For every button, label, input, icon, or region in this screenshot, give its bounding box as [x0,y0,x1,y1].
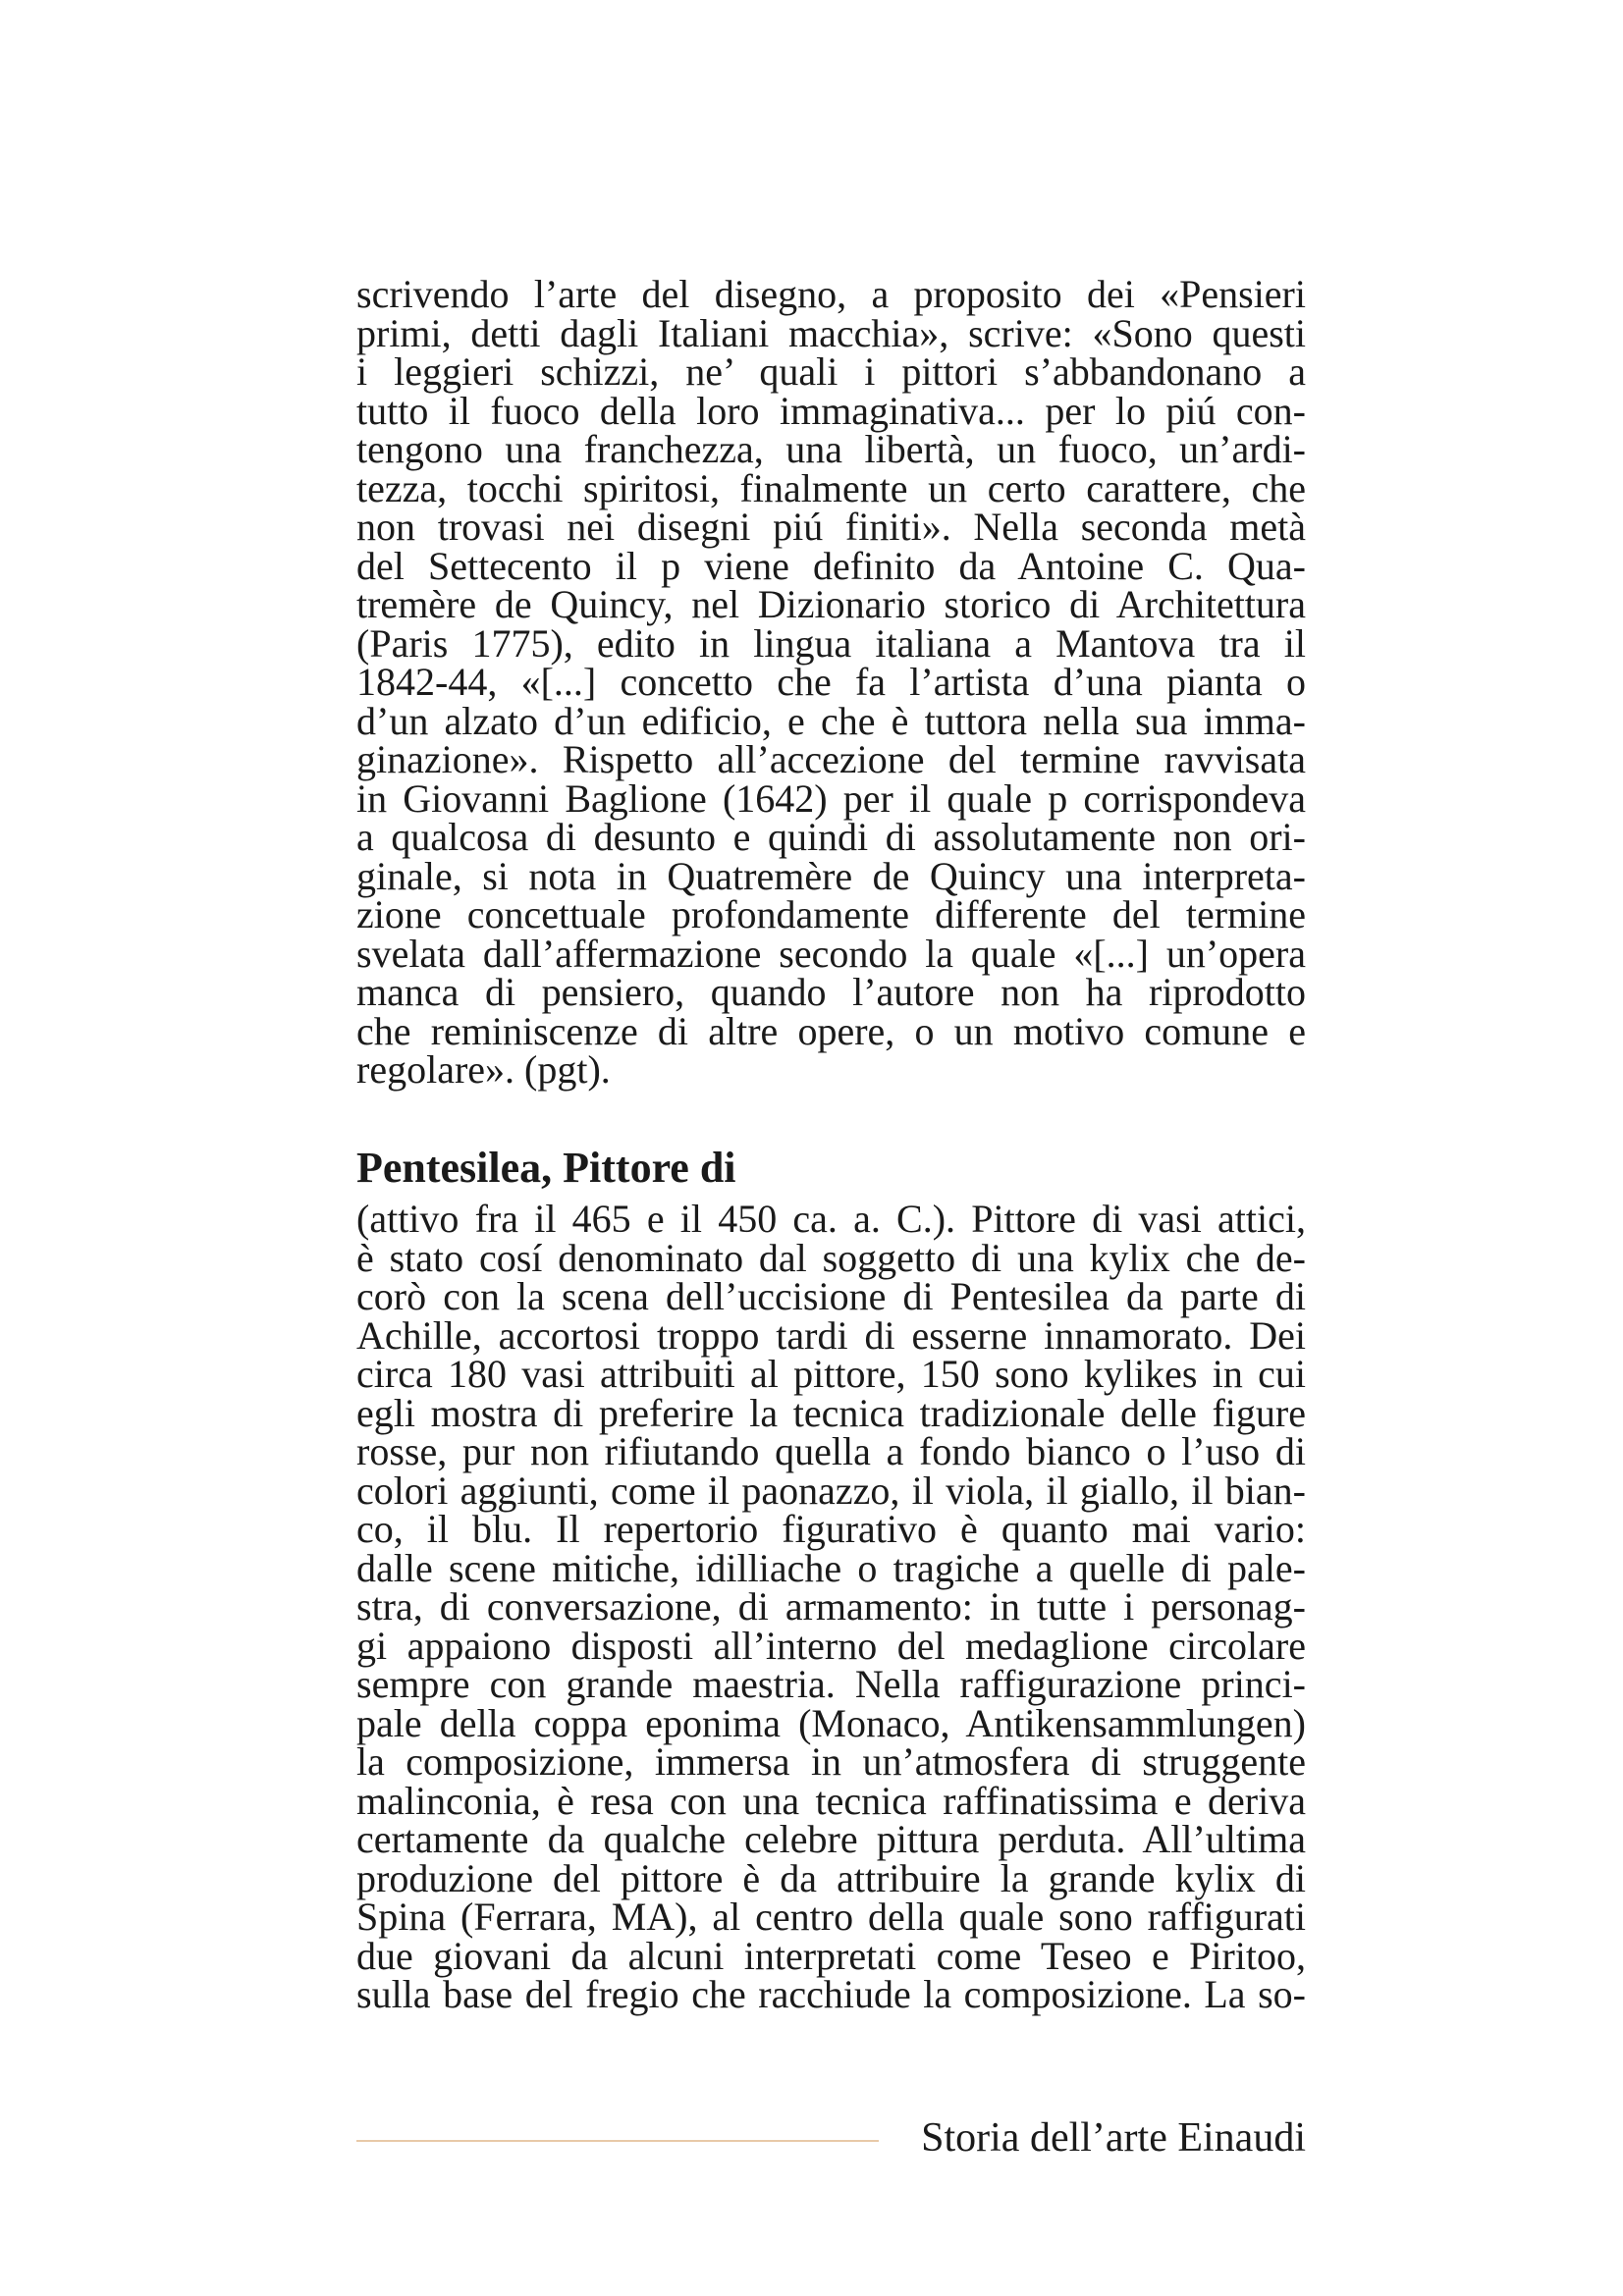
text-line: a qualcosa di desunto e quindi di assolutamente non ori- [356,815,1306,859]
text-line: svelata dall’affermazione secondo la quale «[...] un’opera [356,931,1306,976]
text-line: egli mostra di preferire la tecnica tradizionale delle figure [356,1390,1306,1435]
text-line: tutto il fuoco della loro immaginativa... per lo piú con- [356,388,1306,433]
text-line: sulla base del fregio che racchiude la composizione. La so- [356,1972,1306,2016]
text-line: gi appaiono disposti all’interno del medaglione circolare [356,1623,1306,1668]
text-line: corò con la scena dell’uccisione di Pentesilea da parte di [356,1274,1306,1318]
text-line: due giovani da alcuni interpretati come Teseo e Piritoo, [356,1933,1306,1978]
text-line: del Settecento il p viene definito da Antoine C. Qua- [356,543,1306,588]
text-line: certamente da qualche celebre pittura perduta. All’ultima [356,1817,1306,1861]
text-line: 1842-44, «[...] concetto che fa l’artista d’una pianta o [356,660,1306,704]
text-line: scrivendo l’arte del disegno, a proposito dei «Pensieri [356,272,1306,316]
text-line: ginazione». Rispetto all’accezione del termine ravvisata [356,737,1306,781]
text-line: la composizione, immersa in un’atmosfera di struggente [356,1739,1306,1784]
text-line: d’un alzato d’un edificio, e che è tuttora nella sua imma- [356,698,1306,743]
entry-title: Pentesilea, Pittore di [356,1144,736,1192]
text-line: stra, di conversazione, di armamento: in tutte i personag- [356,1584,1306,1629]
paragraph-continuation [356,272,1306,1092]
text-line: malinconia, è resa con una tecnica raffinatissima e deriva [356,1778,1306,1823]
text-line: i leggieri schizzi, ne’ quali i pittori s’abbandonano a [356,349,1306,394]
footer-title: Storia dell’arte Einaudi [921,2115,1306,2161]
entry-body [356,1197,1306,2016]
text-line: tezza, tocchi spiritosi, finalmente un certo carattere, che [356,465,1306,510]
text-line: (Paris 1775), edito in lingua italiana a Mantova tra il [356,620,1306,666]
text-line: primi, detti dagli Italiani macchia», scrive: «Sono questi [356,310,1306,355]
text-line: Spina (Ferrara, MA), al centro della quale sono raffigurati [356,1895,1306,1939]
text-line: colori aggiunti, come il paonazzo, il viola, il giallo, il bian- [356,1468,1306,1513]
text-line: in Giovanni Baglione (1642) per il quale p corrispondeva [356,775,1306,821]
text-line: rosse, pur non rifiutando quella a fondo bianco o l’uso di [356,1429,1306,1473]
text-line: è stato cosí denominato dal soggetto di una kylix che de- [356,1235,1306,1280]
text-line: pale della coppa eponima (Monaco, Antikensammlungen) [356,1700,1306,1745]
text-line: sempre con grande maestria. Nella raffigurazione princi- [356,1662,1306,1706]
text-line: Achille, accortosi troppo tardi di esserne innamorato. Dei [356,1312,1306,1358]
text-line: regolare». (pgt). [356,1047,611,1092]
text-line: ginale, si nota in Quatremère de Quincy una interpreta- [356,853,1306,898]
text-line: che reminiscenze di altre opere, o un motivo comune e [356,1008,1306,1053]
text-line: (attivo fra il 465 e il 450 ca. a. C.). Pittore di vasi attici, [356,1197,1306,1241]
text-line: tremère de Quincy, nel Dizionario storico di Architettura [356,582,1306,626]
text-line: manca di pensiero, quando l’autore non ha riprodotto [356,970,1306,1014]
text-line: co, il blu. Il repertorio figurativo è quanto mai vario: [356,1507,1306,1551]
text-line: non trovasi nei disegni piú finiti». Nella seconda metà [356,505,1306,549]
text-line: dalle scene mitiche, idilliache o tragiche a quelle di pale- [356,1545,1306,1590]
text-line: circa 180 vasi attribuiti al pittore, 150 sono kylikes in cui [356,1352,1306,1396]
footer-rule [356,2140,879,2142]
text-line: produzione del pittore è da attribuire la grande kylix di [356,1855,1306,1900]
text-line: tengono una franchezza, una libertà, un fuoco, un’ardi- [356,427,1306,471]
text-line: zione concettuale profondamente differente del termine [356,892,1306,936]
